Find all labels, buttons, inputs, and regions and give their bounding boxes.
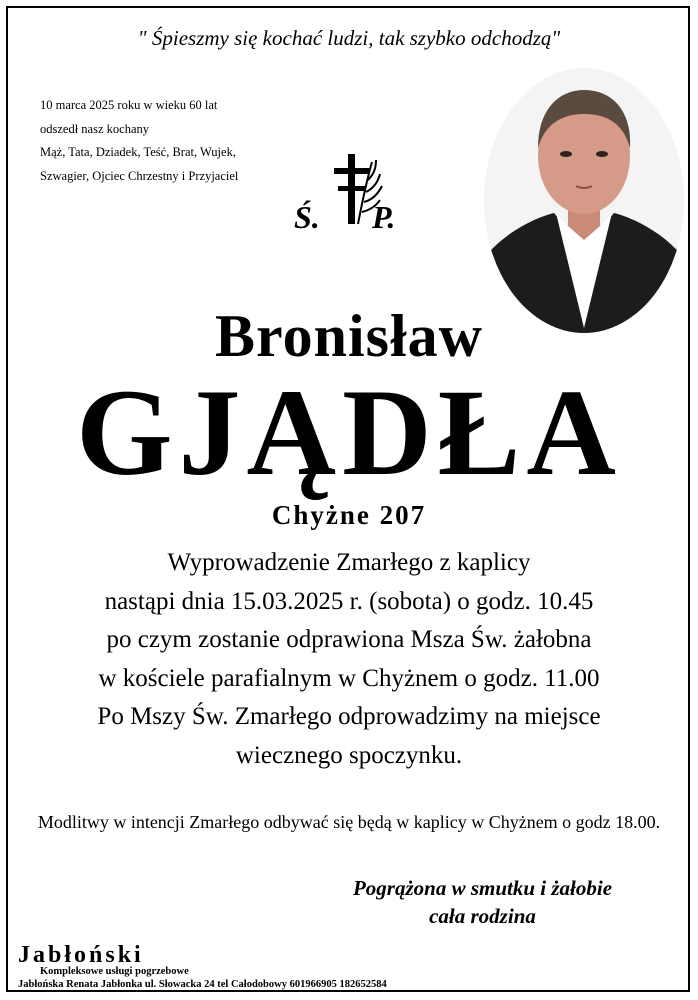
- family-line: Pogrążona w smutku i żałobie: [352, 876, 613, 900]
- family-signature: [310, 874, 655, 930]
- portrait-photo: [484, 68, 684, 333]
- ceremony-info: [0, 544, 698, 775]
- memorial-quote: " Śpieszmy się kochać ludzi, tak szybko odchodzą": [137, 26, 561, 50]
- intro-line: Mąż, Tata, Dziadek, Teść, Brat, Wujek,: [40, 145, 236, 159]
- cross-icon: [334, 154, 369, 224]
- intro-line: odszedł nasz kochany: [40, 121, 149, 136]
- prayers-info: Modlitwy w intencji Zmarłego odbywać się będą w kaplicy w Chyżnem o godz 18.00.: [37, 812, 661, 832]
- deceased-first-name: Bronisław: [215, 303, 483, 369]
- deceased-surname: GJĄDŁA: [76, 364, 622, 501]
- deceased-address: Chyżne 207: [271, 500, 427, 530]
- funeral-home-logo: Jabłoński: [18, 942, 144, 968]
- funeral-home-subtitle: Kompleksowe usługi pogrzebowe: [40, 966, 189, 977]
- sp-mark-right: P.: [372, 199, 396, 235]
- intro-line: 10 marca 2025 roku w wieku 60 lat: [40, 98, 218, 112]
- ceremony-line: Po Mszy Św. Zmarłego odprowadzimy na miejsce: [97, 703, 601, 730]
- portrait-image: [484, 68, 684, 333]
- ceremony-line: po czym zostanie odprawiona Msza Św. żałobna: [106, 626, 592, 653]
- family-line: cała rodzina: [429, 904, 536, 928]
- funeral-home-address: Jabłońska Renata Jabłonka ul. Słowacka 24 tel Całodobowy 601966905 182652584: [18, 979, 387, 990]
- ceremony-line: w kościele parafialnym w Chyżnem o godz. 11.00: [98, 664, 600, 692]
- funeral-home-footer: [18, 944, 518, 992]
- cross-emblem: [292, 148, 402, 243]
- ceremony-line: nastąpi dnia 15.03.2025 r. (sobota) o godz. 10.45: [104, 587, 594, 615]
- death-intro: [40, 94, 250, 188]
- sp-mark-left: Ś.: [294, 199, 320, 235]
- ceremony-line: wiecznego spoczynku.: [235, 741, 463, 769]
- ceremony-line: Wyprowadzenie Zmarłego z kaplicy: [167, 549, 531, 576]
- intro-line: Szwagier, Ojciec Chrzestny i Przyjaciel: [40, 168, 239, 183]
